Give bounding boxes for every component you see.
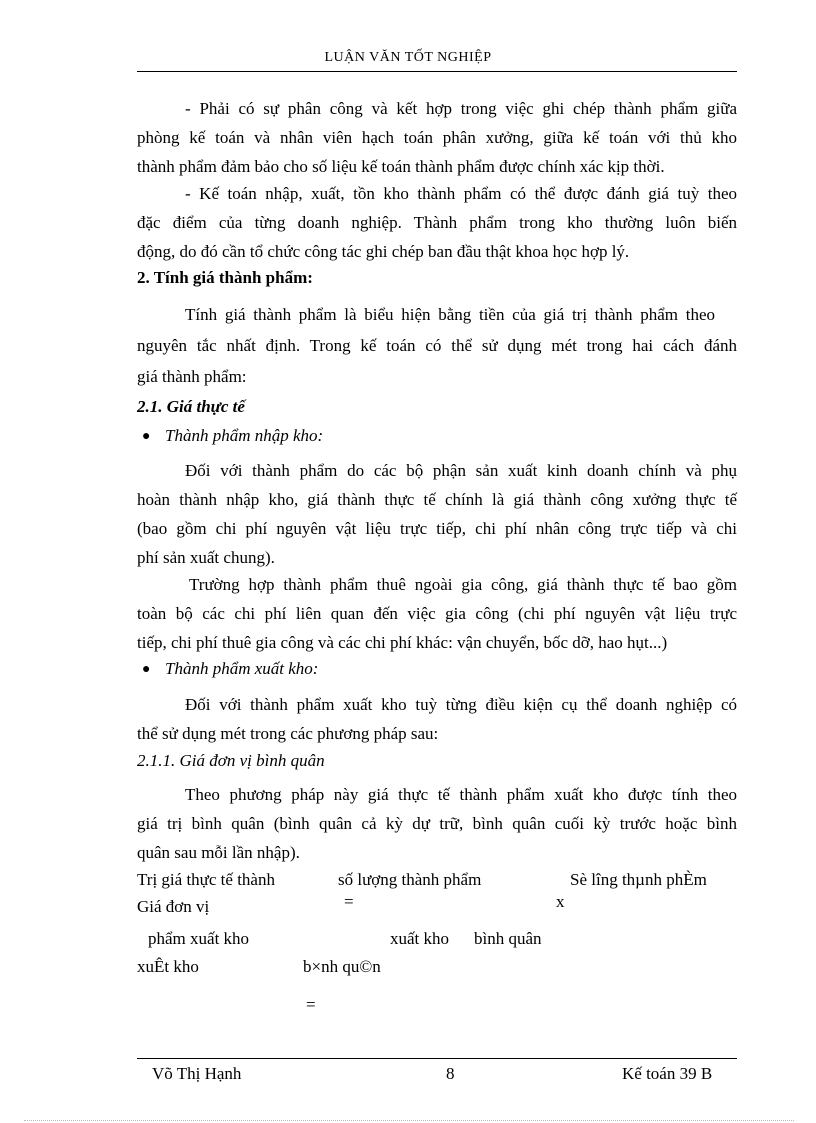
bullet-icon: ●	[142, 429, 151, 444]
text-line: nguyên tắc nhất định. Trong kế toán có thể sử dụng mét trong hai cách đánh	[137, 336, 737, 355]
footer-class: Kế toán 39 B	[622, 1064, 713, 1083]
formula-text: b×nh qu©n	[303, 957, 381, 976]
section-heading: 2. Tính giá thành phẩm:	[137, 268, 313, 287]
paragraph-4	[137, 456, 737, 572]
formula-text: xuÊt kho	[137, 957, 199, 976]
formula-text: xuất kho	[390, 929, 450, 948]
paragraph-5	[137, 570, 737, 657]
text-line: (bao gồm chi phí nguyên vật liệu trực tiếp, chi phí nhân công trực tiếp và chi	[137, 519, 737, 538]
subsubsection-heading: 2.1.1. Giá đơn vị bình quân	[137, 751, 325, 770]
text-line: động, do đó cần tổ chức công tác ghi chép ban đầu thật khoa học hợp lý.	[137, 242, 630, 261]
text-line: Tính giá thành phẩm là biểu hiện bằng tiền của giá trị thành phẩm theo	[185, 305, 715, 324]
text-line: giá trị bình quân (bình quân cả kỳ dự trữ, bình quân cuối kỳ trước hoặc bình	[137, 814, 737, 833]
footer-author: Võ Thị Hạnh	[152, 1064, 242, 1083]
text-line: Trường hợp thành phẩm thuê ngoài gia công, giá thành thực tế bao gồm	[189, 575, 737, 594]
text-line: giá thành phẩm:	[137, 367, 247, 386]
formula-text: phẩm xuất kho	[148, 929, 250, 948]
text-line: - Kế toán nhập, xuất, tồn kho thành phẩm có thể được đánh giá tuỳ theo	[185, 184, 737, 203]
paragraph-2	[137, 179, 737, 266]
text-line: thành phẩm đảm bảo cho số liệu kế toán thành phẩm được chính xác kịp thời.	[137, 157, 665, 176]
formula-text: Sè lîng thµnh phÈm	[570, 870, 707, 889]
text-line: tiếp, chi phí thuê gia công và các chi phí khác: vận chuyển, bốc dỡ, hao hụt...)	[137, 633, 668, 652]
formula-text: số lượng thành phẩm	[338, 870, 482, 889]
footer-rule	[137, 1058, 737, 1059]
text-line: thể sử dụng mét trong các phương pháp sau:	[137, 724, 439, 743]
bullet-icon: ●	[142, 662, 151, 677]
bullet-item: Thành phẩm xuất kho:	[165, 659, 319, 678]
subsection-heading: 2.1. Giá thực tế	[137, 397, 245, 416]
text-line: đặc điểm của từng doanh nghiệp. Thành phẩm trong kho thường luôn biến	[137, 213, 737, 232]
text-line: Đối với thành phẩm xuất kho tuỳ từng điều kiện cụ thể doanh nghiệp có	[185, 695, 737, 714]
formula-text: bình quân	[474, 929, 542, 948]
text-line: Theo phương pháp này giá thực tế thành phẩm xuất kho được tính theo	[185, 785, 737, 804]
equals-sign: =	[344, 892, 354, 911]
page-number: 8	[446, 1064, 455, 1083]
text-line: phòng kế toán và nhân viên hạch toán phân xưởng, giữa kế toán với thủ kho	[137, 128, 737, 147]
text-line: toàn bộ các chi phí liên quan đến việc gia công (chi phí nguyên vật liệu trực	[137, 604, 737, 623]
paragraph-6	[137, 690, 737, 748]
multiply-sign: x	[556, 892, 565, 911]
formula-text: Giá đơn vị	[137, 897, 210, 916]
paragraph-3	[137, 299, 737, 392]
page-edge-divider	[24, 1120, 794, 1121]
header-rule	[137, 71, 737, 72]
paragraph-7	[137, 780, 737, 867]
text-line: - Phải có sự phân công và kết hợp trong việc ghi chép thành phẩm giữa	[185, 99, 737, 118]
bullet-item: Thành phẩm nhập kho:	[165, 426, 324, 445]
text-line: phí sản xuất chung).	[137, 548, 275, 567]
text-line: quân sau mỗi lần nhập).	[137, 843, 300, 862]
text-line: Đối với thành phẩm do các bộ phận sản xuất kinh doanh chính và phụ	[185, 461, 737, 480]
equals-sign: =	[306, 995, 316, 1014]
paragraph-1	[137, 94, 737, 181]
running-header: LUẬN VĂN TỐT NGHIỆP	[324, 50, 492, 65]
text-line: hoàn thành nhập kho, giá thành thực tế chính là giá thành công xưởng thực tế	[137, 490, 737, 509]
formula-text: Trị giá thực tế thành	[137, 870, 275, 889]
